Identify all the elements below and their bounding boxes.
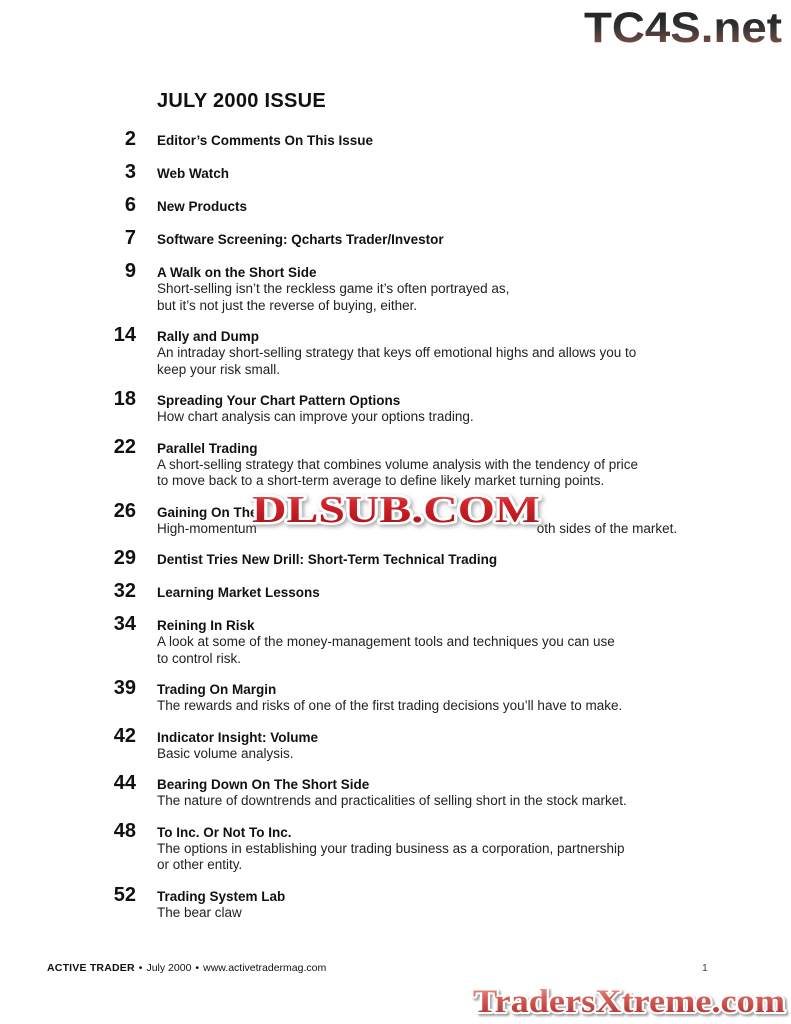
footer-watermark-text: TradersXtreme.com bbox=[473, 984, 785, 1020]
toc-entry-title: Editor’s Comments On This Issue bbox=[157, 133, 374, 148]
toc-entry bbox=[100, 437, 706, 490]
toc-entry-description-line: The nature of downtrends and practicalities of selling short in the stock market. bbox=[157, 793, 627, 808]
toc-entry-text bbox=[157, 888, 285, 922]
toc-entry-title: New Products bbox=[157, 199, 248, 214]
toc-entry-description-line: to move back to a short-term average to define likely market turning points. bbox=[157, 473, 605, 488]
toc-entry-text bbox=[157, 132, 373, 149]
footer-watermark bbox=[468, 980, 790, 1022]
toc-entry-page-number: 2 bbox=[124, 128, 136, 150]
header-watermark-text: TC4S.net bbox=[584, 4, 782, 52]
toc-entry-title: To Inc. Or Not To Inc. bbox=[157, 824, 292, 840]
toc-entry-page-number: 29 bbox=[113, 547, 136, 569]
header-watermark bbox=[580, 2, 786, 54]
toc-entry bbox=[100, 773, 706, 810]
toc-entry bbox=[100, 548, 706, 568]
toc-entry-text bbox=[157, 198, 247, 215]
toc-entry-page-number: 22 bbox=[113, 435, 136, 458]
toc-entry-page-number: 32 bbox=[113, 580, 136, 602]
toc-entry-text bbox=[157, 681, 622, 715]
toc-entry bbox=[100, 821, 706, 874]
toc-entry bbox=[100, 678, 706, 715]
toc-entry bbox=[100, 261, 706, 314]
toc-entry bbox=[100, 726, 706, 763]
toc-entry-title: Rally and Dump bbox=[157, 329, 260, 344]
description-fragment-before: High-momentum bbox=[157, 520, 257, 536]
toc-entry-page-number: 3 bbox=[124, 161, 136, 183]
footer-magazine-name: ACTIVE TRADER bbox=[47, 962, 135, 974]
toc-entry-title: Spreading Your Chart Pattern Options bbox=[157, 393, 401, 408]
content-watermark-text: DLSUB.COM bbox=[252, 489, 540, 531]
toc-entry-text bbox=[157, 584, 320, 601]
toc-entry-page-number: 39 bbox=[113, 677, 136, 699]
footer-separator: • bbox=[138, 962, 143, 974]
toc-entry-text bbox=[157, 729, 318, 763]
toc-entry-page-number: 48 bbox=[113, 819, 136, 842]
toc-entry-description-line: or other entity. bbox=[157, 857, 243, 872]
toc-entry-description-line: The rewards and risks of one of the first trading decisions you’ll have to make. bbox=[157, 698, 623, 713]
toc-entry-description-line: Short-selling isn’t the reckless game it’s often portrayed as, bbox=[157, 281, 510, 296]
toc-entry-text bbox=[157, 392, 474, 426]
toc-entry-title: Gaining On The bbox=[157, 504, 258, 520]
toc-entry-description-line: A short-selling strategy that combines volume analysis with the tendency of price bbox=[157, 456, 638, 472]
toc-entry-title: Learning Market Lessons bbox=[157, 585, 320, 600]
toc-entry-title: Software Screening: Qcharts Trader/Investor bbox=[157, 232, 444, 247]
toc-entry-title: Web Watch bbox=[157, 166, 230, 181]
toc-entry-description-line: A look at some of the money-management tools and techniques you can use bbox=[157, 634, 615, 649]
toc-entry-description-line: How chart analysis can improve your options trading. bbox=[157, 409, 474, 424]
toc-entry-title: Reining In Risk bbox=[157, 618, 255, 633]
toc-entry bbox=[100, 885, 706, 922]
folio-page-number: 1 bbox=[702, 962, 708, 974]
page-title: JULY 2000 ISSUE bbox=[157, 90, 327, 112]
toc-entry-text bbox=[157, 165, 229, 182]
content-watermark bbox=[246, 486, 546, 532]
toc-entry-title: Indicator Insight: Volume bbox=[157, 729, 319, 745]
toc-entry bbox=[100, 614, 706, 667]
toc-entry-title: Trading On Margin bbox=[157, 682, 277, 697]
toc-entry-description-line: The options in establishing your trading business as a corporation, partnership bbox=[157, 840, 625, 856]
toc-entry-text bbox=[157, 440, 638, 490]
toc-entry bbox=[100, 162, 706, 182]
toc-entry-page-number: 52 bbox=[113, 883, 136, 906]
toc-entry-page-number: 7 bbox=[124, 227, 136, 249]
toc-entry-text bbox=[157, 776, 627, 810]
toc-entry-text bbox=[157, 328, 636, 378]
toc-entry bbox=[100, 581, 706, 601]
toc-entry-description-line: but it’s not just the reverse of buying, either. bbox=[157, 297, 418, 313]
toc-entry-text bbox=[157, 551, 497, 568]
toc-entry-page-number: 6 bbox=[124, 194, 136, 216]
toc-entry-page-number: 34 bbox=[113, 613, 136, 635]
toc-entry-text bbox=[157, 824, 625, 874]
toc-entry bbox=[100, 389, 706, 426]
toc-entry-description-line: The bear claw bbox=[157, 904, 242, 920]
toc-entry-description-line: Basic volume analysis. bbox=[157, 745, 294, 761]
footer bbox=[47, 962, 326, 974]
toc-entry-title: A Walk on the Short Side bbox=[157, 265, 317, 280]
toc-entry-description-line: keep your risk small. bbox=[157, 361, 281, 377]
toc-entry-page-number: 9 bbox=[124, 260, 136, 282]
toc-entry-title: Dentist Tries New Drill: Short-Term Technical Trading bbox=[157, 552, 498, 567]
footer-website: www.activetradermag.com bbox=[203, 962, 327, 974]
footer-issue: July 2000 bbox=[146, 962, 192, 974]
toc-entry-page-number: 18 bbox=[113, 388, 136, 410]
toc-entry-title: Trading System Lab bbox=[157, 888, 286, 904]
toc-entry-text bbox=[157, 617, 615, 667]
toc-entry bbox=[100, 195, 706, 215]
description-fragment-after: oth sides of the market. bbox=[536, 520, 678, 536]
toc-entry-text bbox=[157, 231, 444, 248]
toc-entry-text bbox=[157, 264, 509, 314]
toc-entry bbox=[100, 325, 706, 378]
toc-entry-description-line: to control risk. bbox=[157, 650, 242, 666]
toc-entry-page-number: 14 bbox=[113, 324, 136, 346]
toc-entry-title: Parallel Trading bbox=[157, 440, 258, 456]
toc-entry-description-line: An intraday short-selling strategy that keys off emotional highs and allows you to bbox=[157, 345, 637, 360]
toc-entry-title: Bearing Down On The Short Side bbox=[157, 777, 370, 792]
toc-entry-page-number: 44 bbox=[113, 772, 136, 794]
toc-entry-page-number: 26 bbox=[113, 499, 136, 522]
toc-entry-page-number: 42 bbox=[113, 724, 136, 747]
footer-separator: • bbox=[195, 962, 200, 974]
toc-entry bbox=[100, 228, 706, 248]
toc-entry bbox=[100, 129, 706, 149]
